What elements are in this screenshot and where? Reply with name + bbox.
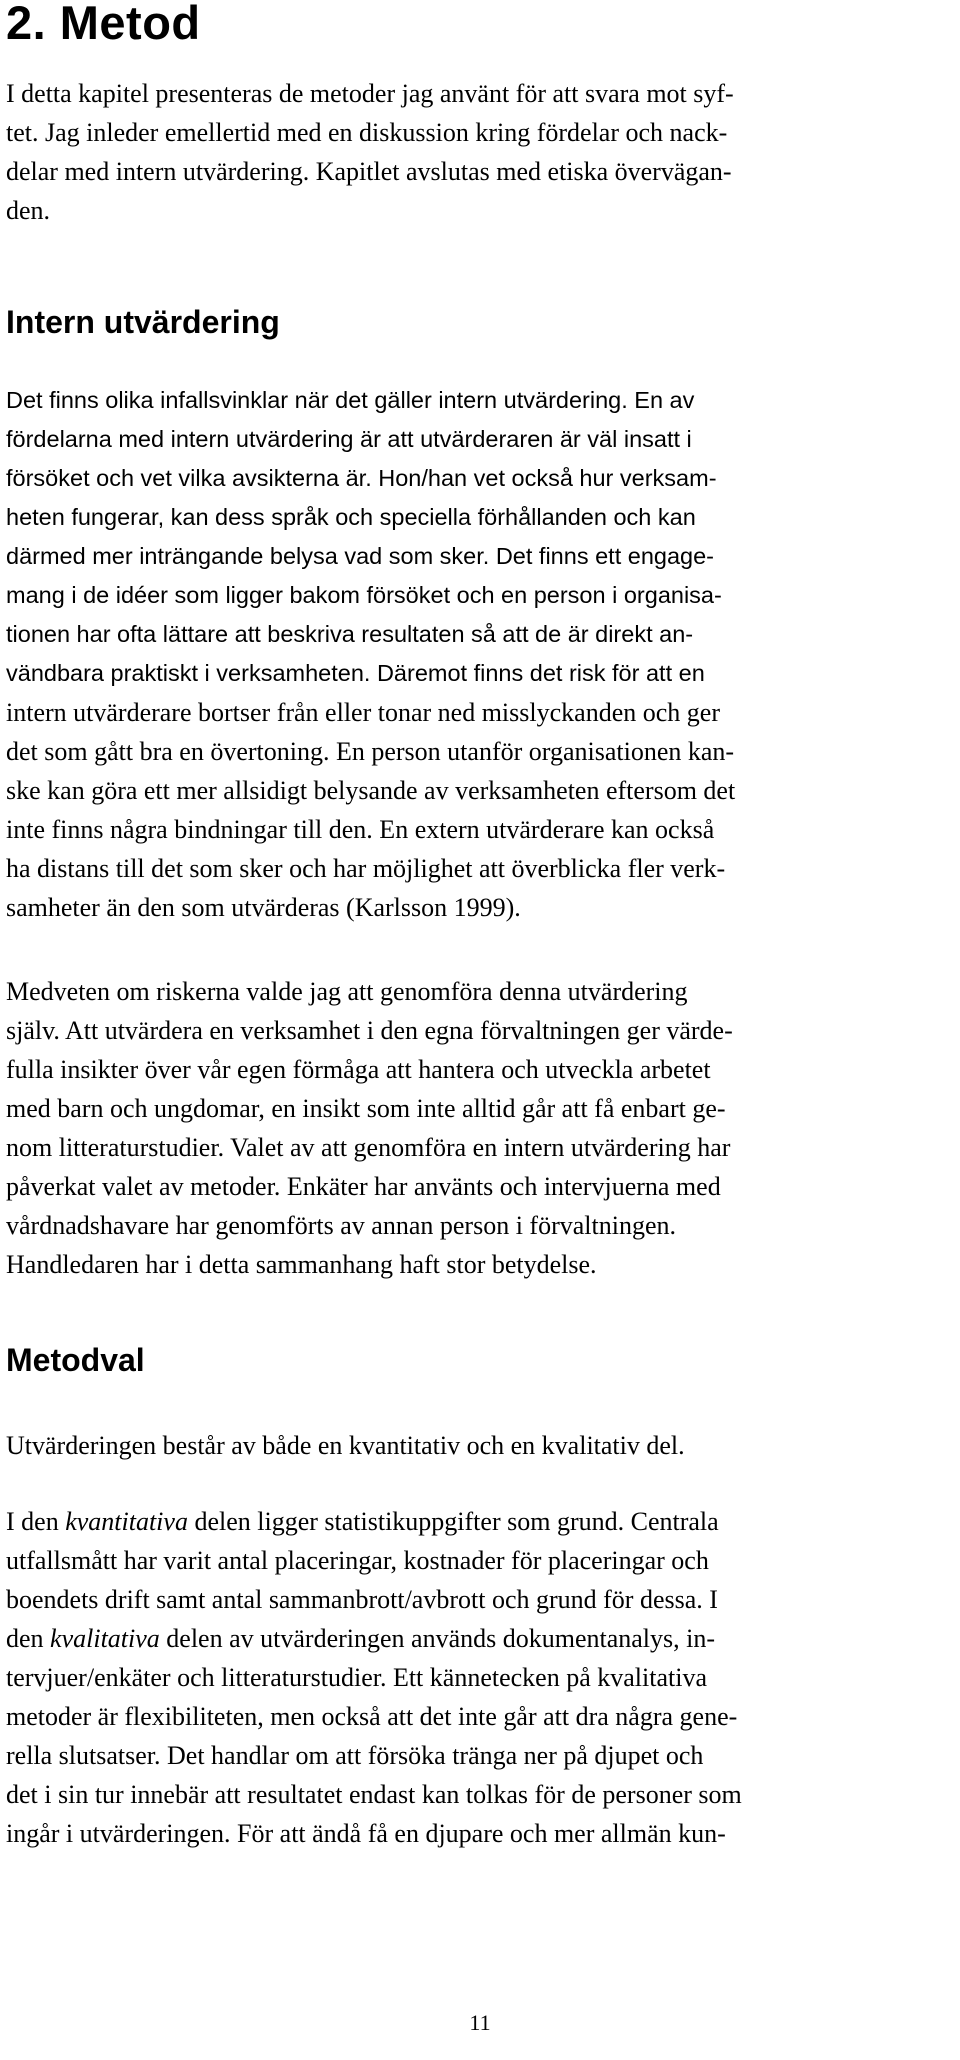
text-line: fördelarna med intern utvärdering är att utvärderaren är väl insatt i — [6, 426, 692, 452]
text-line: vändbara praktiskt i verksamheten. Däremot finns det risk för att en — [6, 660, 705, 686]
text-line — [6, 1619, 742, 1658]
text-line: ske kan göra ett mer allsidigt belysande av verksamheten eftersom det — [6, 776, 736, 805]
text-line: mang i de idéer som ligger bakom försöket och en person i organisa- — [6, 582, 722, 608]
text-line: Det finns olika infallsvinklar när det gäller intern utvärdering. En av — [6, 387, 695, 413]
text-line: fulla insikter över vår egen förmåga att hantera och utveckla arbetet — [6, 1055, 711, 1084]
text-line: metoder är flexibiliteten, men också att det inte går att dra några gene- — [6, 1702, 738, 1731]
text-segment: den — [6, 1624, 51, 1653]
metodval-paragraph-1 — [6, 1426, 685, 1465]
text-line: I detta kapitel presenteras de metoder jag använt för att svara mot syf- — [6, 79, 734, 108]
text-line: vårdnadshavare har genomförts av annan person i förvaltningen. — [6, 1211, 676, 1240]
page-number: 11 — [469, 2010, 491, 2035]
text-line: det som gått bra en övertoning. En person utanför organisationen kan- — [6, 737, 735, 766]
text-line: ingår i utvärderingen. För att ändå få en djupare och mer allmän kun- — [6, 1819, 726, 1848]
text-line: Utvärderingen består av både en kvantitativ och en kvalitativ del. — [6, 1431, 685, 1460]
text-line: det i sin tur innebär att resultatet endast kan tolkas för de personer som — [6, 1780, 742, 1809]
text-segment: delen ligger statistikuppgifter som grund. Centrala — [187, 1507, 719, 1536]
text-line: inte finns några bindningar till den. En extern utvärderare kan också — [6, 815, 715, 844]
intern-utvardering-paragraph-2 — [6, 972, 733, 1284]
text-line: själv. Att utvärdera en verksamhet i den egna förvaltningen ger värde- — [6, 1016, 733, 1045]
text-line: utfallsmått har varit antal placeringar, kostnader för placeringar och — [6, 1546, 709, 1575]
emphasis-kvalitativa: kvalitativa — [50, 1624, 160, 1653]
text-line: heten fungerar, kan dess språk och speciella förhållanden och kan — [6, 504, 696, 530]
text-line: boendets drift samt antal sammanbrott/avbrott och grund för dessa. I — [6, 1585, 718, 1614]
text-line: rella slutsatser. Det handlar om att försöka tränga ner på djupet och — [6, 1741, 704, 1770]
text-line: den. — [6, 196, 51, 225]
text-line: försöket och vet vilka avsikterna är. Hon/han vet också hur verksam- — [6, 465, 717, 491]
text-line: ha distans till det som sker och har möjlighet att överblicka fler verk- — [6, 854, 726, 883]
text-line: påverkat valet av metoder. Enkäter har använts och intervjuerna med — [6, 1172, 721, 1201]
text-segment: I den — [6, 1507, 66, 1536]
intern-utvardering-paragraph-1 — [6, 381, 735, 927]
text-line: nom litteraturstudier. Valet av att genomföra en intern utvärdering har — [6, 1133, 731, 1162]
text-line: tionen har ofta lättare att beskriva resultaten så att de är direkt an- — [6, 621, 694, 647]
chapter-title: 2. Metod — [6, 0, 201, 49]
intro-paragraph — [6, 74, 734, 230]
text-line: samheter än den som utvärderas (Karlsson 1999). — [6, 893, 521, 922]
text-segment: delen av utvärderingen används dokumentanalys, in- — [159, 1624, 716, 1653]
text-line: tervjuer/enkäter och litteraturstudier. Ett kännetecken på kvalitativa — [6, 1663, 707, 1692]
text-line: Medveten om riskerna valde jag att genomföra denna utvärdering — [6, 977, 688, 1006]
text-line: delar med intern utvärdering. Kapitlet avslutas med etiska övervägan- — [6, 157, 732, 186]
section-heading-intern-utvardering: Intern utvärdering — [6, 304, 280, 340]
section-heading-metodval: Metodval — [6, 1342, 145, 1378]
text-line: Handledaren har i detta sammanhang haft stor betydelse. — [6, 1250, 597, 1279]
text-line — [6, 1502, 742, 1541]
text-line: intern utvärderare bortser från eller tonar ned misslyckanden och ger — [6, 698, 720, 727]
metodval-paragraph-2 — [6, 1502, 742, 1853]
text-line: med barn och ungdomar, en insikt som inte alltid går att få enbart ge- — [6, 1094, 726, 1123]
text-line: tet. Jag inleder emellertid med en diskussion kring fördelar och nack- — [6, 118, 728, 147]
text-line: därmed mer inträngande belysa vad som sker. Det finns ett engage- — [6, 543, 714, 569]
emphasis-kvantitativa: kvantitativa — [65, 1507, 188, 1536]
